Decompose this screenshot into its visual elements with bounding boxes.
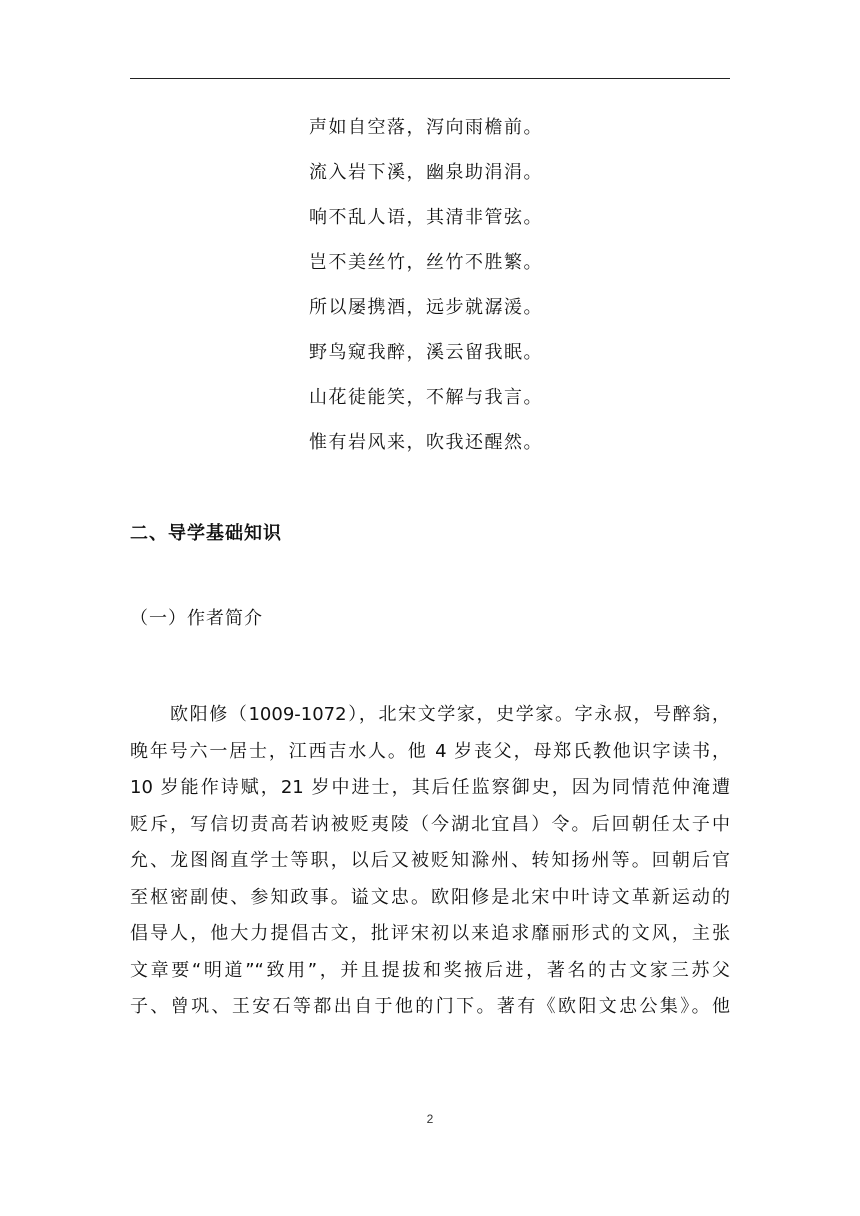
- poem-line: 流入岩下溪，幽泉助涓涓。: [309, 162, 543, 183]
- poem-line: 响不乱人语，其清非管弦。: [309, 207, 543, 228]
- bio-line: 至枢密副使、参知政事。谥文忠。欧阳修是北宋中叶诗文革新运动的: [130, 886, 730, 908]
- header-rule: [130, 78, 730, 79]
- poem-line: 岂不美丝竹，丝竹不胜繁。: [309, 252, 543, 273]
- bio-line: 倡导人，他大力提倡古文，批评宋初以来追求靡丽形式的文风，主张: [130, 923, 730, 944]
- bio-line: 允、龙图阁直学士等职，以后又被贬知滁州、转知扬州等。回朝后官: [130, 850, 730, 871]
- subsection-heading: （一）作者简介: [130, 608, 263, 629]
- bio-line: 欧阳修（1009-1072），北宋文学家，史学家。字永叔，号醉翁，: [170, 704, 730, 725]
- bio-line: 子、曾巩、王安石等都出自于他的门下。著有《欧阳文忠公集》。他: [130, 996, 730, 1017]
- page-number: 2: [426, 1112, 434, 1126]
- bio-line: 贬斥，写信切责高若讷被贬夷陵（今湖北宜昌）令。后回朝任太子中: [130, 813, 730, 835]
- author-bio-paragraph: [130, 697, 730, 1026]
- section-heading: 二、导学基础知识: [130, 523, 282, 544]
- bio-line: 10 岁能作诗赋，21 岁中进士，其后任监察御史，因为同情范仲淹遭: [130, 777, 730, 798]
- poem-line: 惟有岩风来，吹我还醒然。: [309, 432, 543, 453]
- poem-line: 山花徒能笑，不解与我言。: [309, 387, 543, 408]
- poem-line: 野鸟窥我醉，溪云留我眠。: [309, 342, 543, 363]
- poem-line: 所以屡携酒，远步就潺湲。: [309, 297, 543, 318]
- poem: [309, 112, 569, 472]
- bio-line: 晚年号六一居士，江西吉水人。他 4 岁丧父，母郑氏教他识字读书，: [130, 740, 730, 762]
- bio-line: 文章要“明道”“致用”，并且提拔和奖掖后进，著名的古文家三苏父: [130, 959, 730, 981]
- poem-line: 声如自空落，泻向雨檐前。: [309, 117, 543, 138]
